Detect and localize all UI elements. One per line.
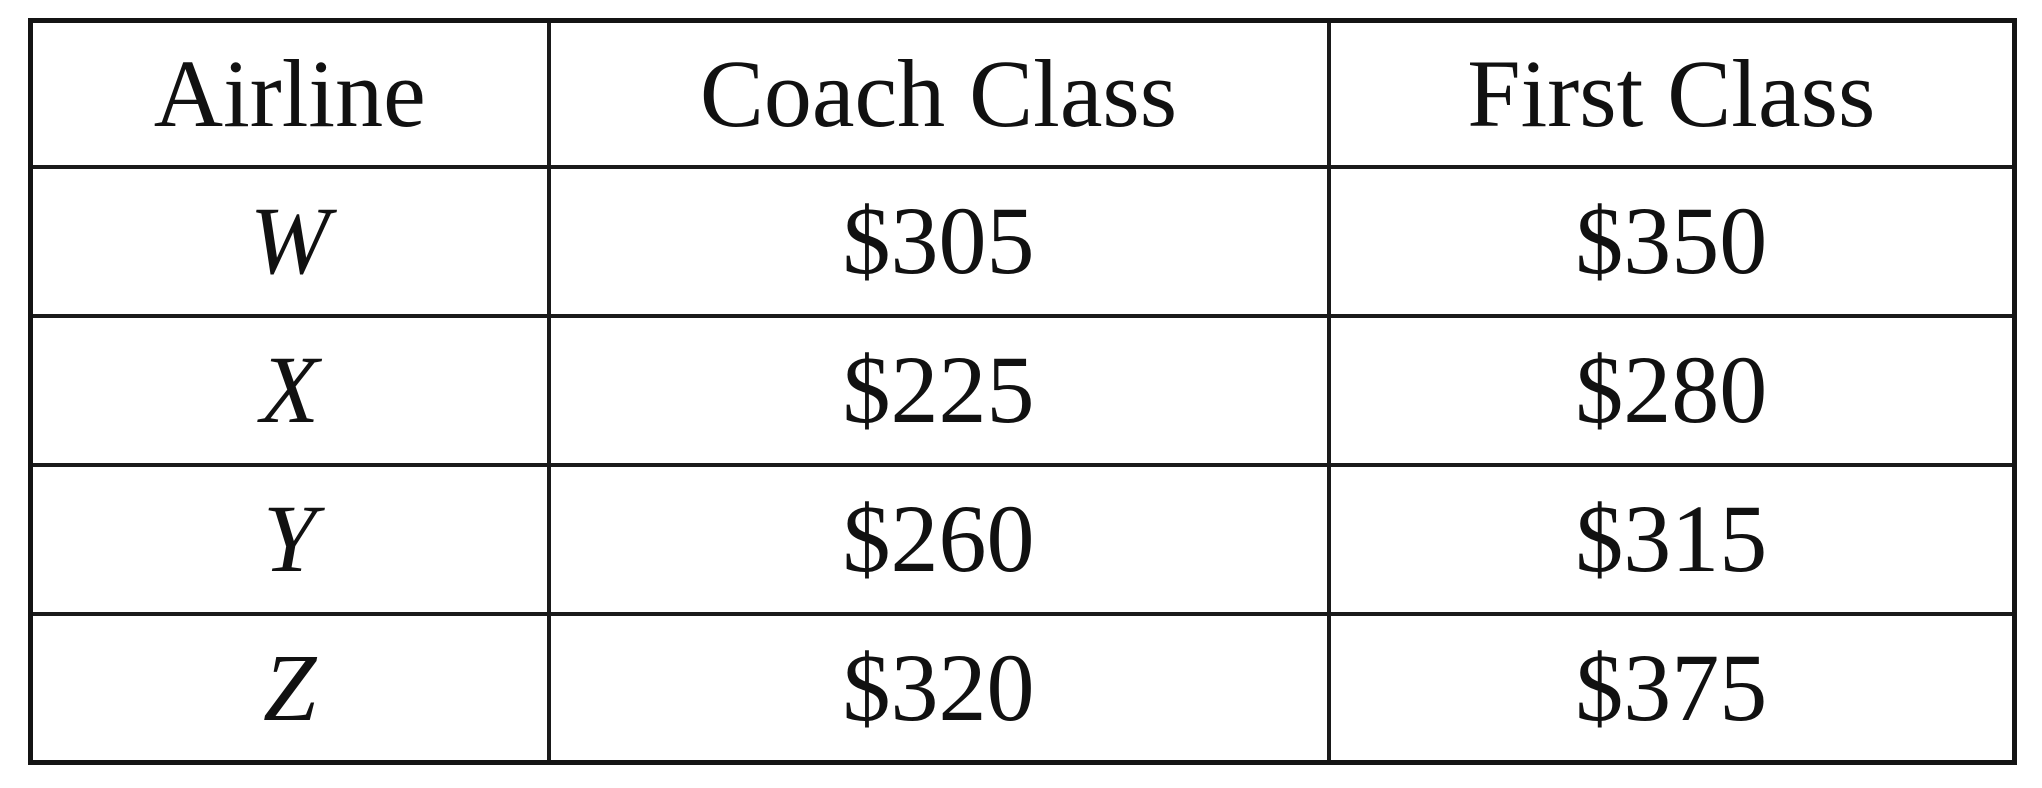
header-coach-class: Coach Class	[549, 21, 1329, 167]
table-row	[31, 167, 2015, 316]
airline-cell: Y	[31, 465, 549, 614]
table-row	[31, 316, 2015, 465]
table-row	[31, 465, 2015, 614]
header-row	[31, 21, 2015, 167]
first-fare-cell: $315	[1329, 465, 2015, 614]
table-body	[31, 167, 2015, 763]
first-fare-cell: $280	[1329, 316, 2015, 465]
airline-cell: Z	[31, 614, 549, 763]
coach-fare-cell: $305	[549, 167, 1329, 316]
coach-fare-cell: $225	[549, 316, 1329, 465]
airline-cell: W	[31, 167, 549, 316]
airfare-table	[28, 18, 2017, 765]
header-airline: Airline	[31, 21, 549, 167]
table-row	[31, 614, 2015, 763]
coach-fare-cell: $260	[549, 465, 1329, 614]
coach-fare-cell: $320	[549, 614, 1329, 763]
header-first-class: First Class	[1329, 21, 2015, 167]
first-fare-cell: $375	[1329, 614, 2015, 763]
airline-cell: X	[31, 316, 549, 465]
first-fare-cell: $350	[1329, 167, 2015, 316]
table-header	[31, 21, 2015, 167]
